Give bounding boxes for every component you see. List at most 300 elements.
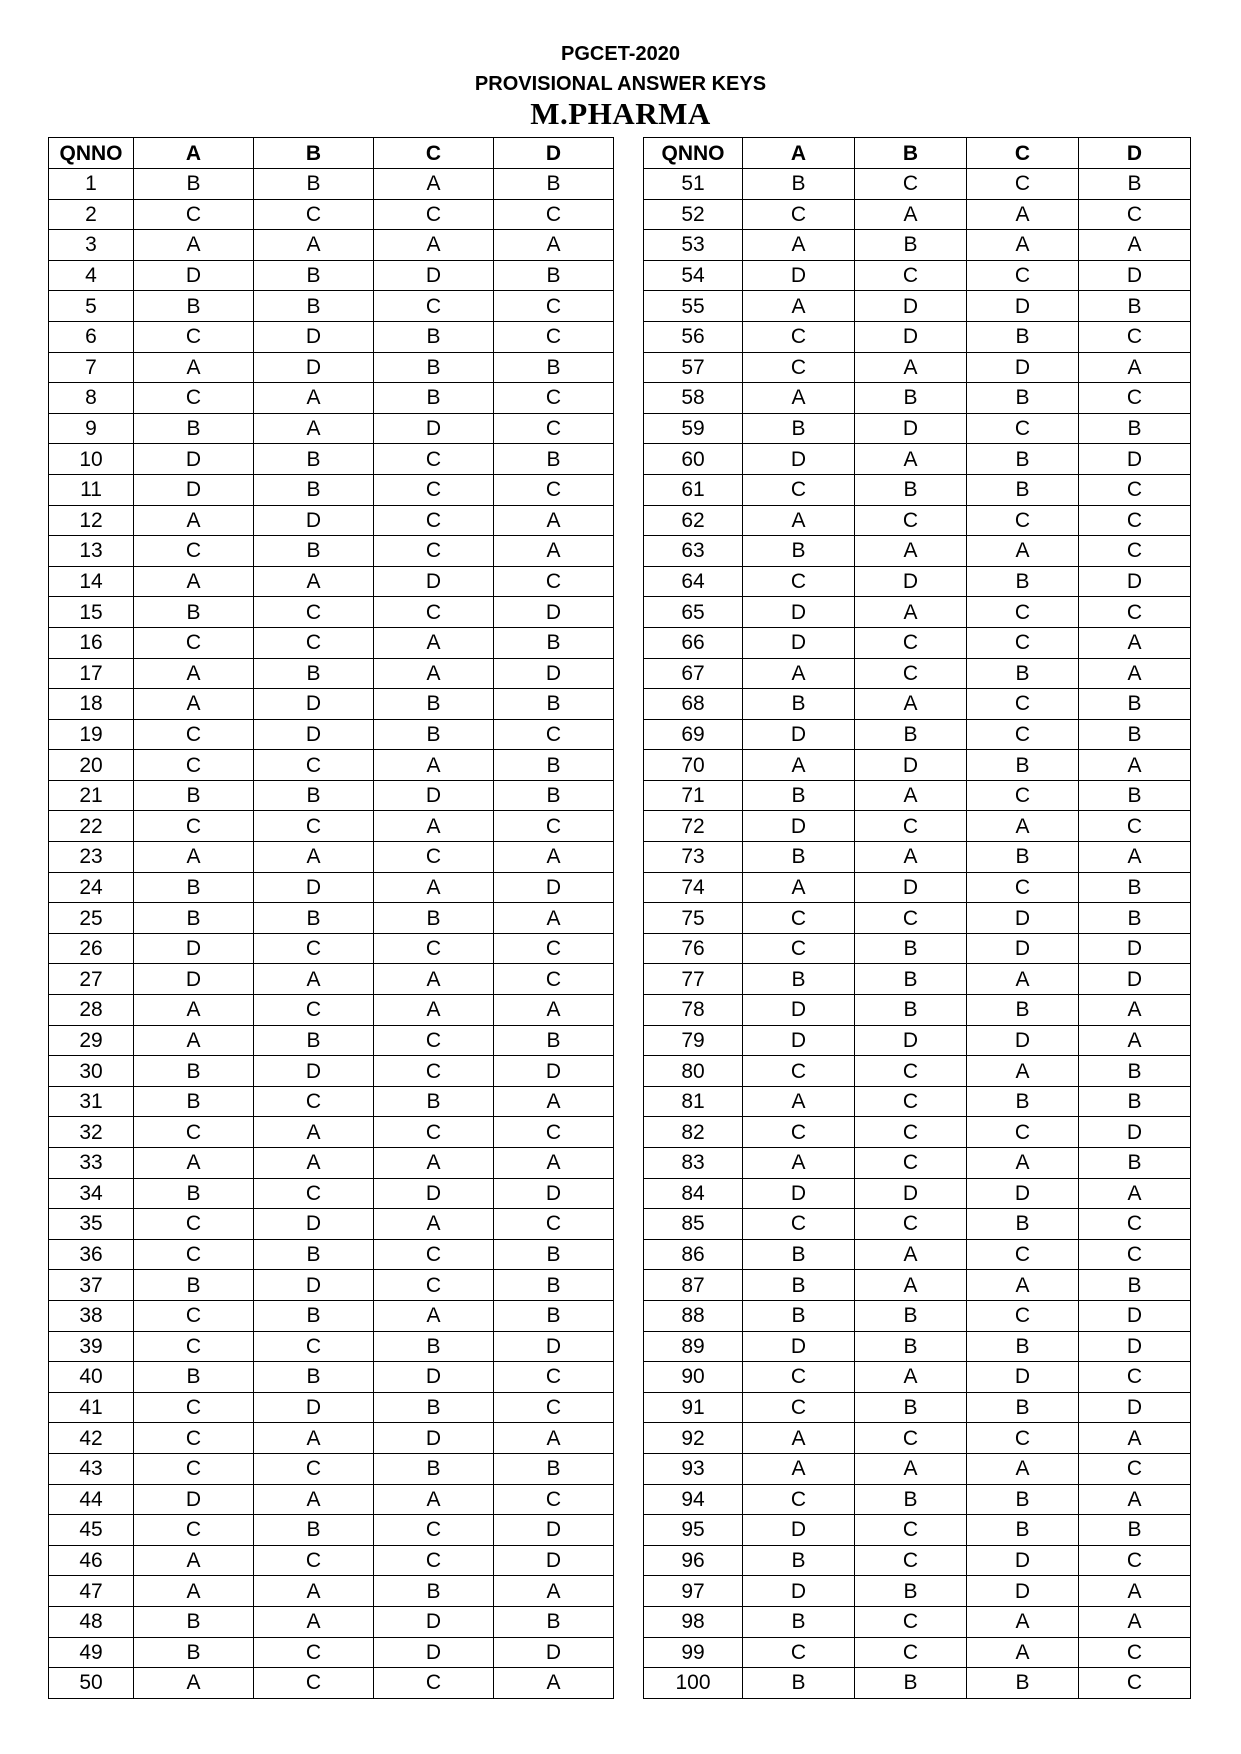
answer-cell-b: C <box>855 1637 967 1668</box>
qnno-cell: 81 <box>644 1086 743 1117</box>
answer-cell-d: C <box>494 1392 614 1423</box>
answer-cell-c: D <box>967 352 1079 383</box>
answer-cell-d: A <box>1079 627 1191 658</box>
table-row <box>644 658 1191 689</box>
answer-cell-b: B <box>855 1668 967 1699</box>
qnno-cell: 82 <box>644 1117 743 1148</box>
qnno-cell: 53 <box>644 230 743 261</box>
table-row <box>49 536 614 567</box>
exam-title: PGCET-2020 <box>561 43 680 65</box>
answer-cell-d: A <box>1079 230 1191 261</box>
table-row <box>49 811 614 842</box>
answer-cell-c: A <box>374 658 494 689</box>
answer-cell-b: C <box>855 1545 967 1576</box>
answer-cell-b: A <box>855 597 967 628</box>
answer-cell-a: B <box>743 169 855 200</box>
answer-cell-c: C <box>967 169 1079 200</box>
qnno-cell: 69 <box>644 719 743 750</box>
answer-cell-a: D <box>743 1331 855 1362</box>
qnno-cell: 5 <box>49 291 134 322</box>
answer-cell-d: D <box>494 1331 614 1362</box>
table-row <box>644 1576 1191 1607</box>
answer-cell-d: A <box>1079 1178 1191 1209</box>
answer-cell-c: D <box>374 1423 494 1454</box>
answer-cell-d: A <box>1079 1484 1191 1515</box>
qnno-cell: 35 <box>49 1209 134 1240</box>
table-row <box>644 1606 1191 1637</box>
answer-cell-a: A <box>743 291 855 322</box>
answer-cell-b: C <box>855 1117 967 1148</box>
answer-cell-d: D <box>494 1545 614 1576</box>
answer-cell-a: C <box>134 719 254 750</box>
answer-cell-c: C <box>967 719 1079 750</box>
table-row <box>49 1484 614 1515</box>
answer-cell-c: D <box>374 1362 494 1393</box>
answer-cell-b: B <box>254 1300 374 1331</box>
table-row <box>644 933 1191 964</box>
answer-cell-c: A <box>967 1270 1079 1301</box>
answer-cell-b: B <box>254 260 374 291</box>
answer-cell-b: D <box>855 750 967 781</box>
qnno-cell: 94 <box>644 1484 743 1515</box>
answer-cell-d: B <box>494 627 614 658</box>
answer-cell-c: C <box>374 1515 494 1546</box>
table-row <box>49 1056 614 1087</box>
answer-cell-a: A <box>134 1545 254 1576</box>
answer-cell-c: A <box>967 536 1079 567</box>
answer-cell-a: B <box>134 597 254 628</box>
answer-cell-c: D <box>374 1606 494 1637</box>
qnno-cell: 56 <box>644 321 743 352</box>
qnno-cell: 49 <box>49 1637 134 1668</box>
answer-cell-a: A <box>134 842 254 873</box>
qnno-cell: 92 <box>644 1423 743 1454</box>
qnno-cell: 6 <box>49 321 134 352</box>
answer-cell-b: B <box>855 719 967 750</box>
answer-cell-c: C <box>967 1117 1079 1148</box>
table-row <box>644 474 1191 505</box>
answer-cell-d: C <box>1079 811 1191 842</box>
answer-cell-b: D <box>855 872 967 903</box>
answer-cell-a: A <box>134 352 254 383</box>
table-row <box>644 260 1191 291</box>
answer-cell-b: C <box>254 1545 374 1576</box>
table-row <box>49 1392 614 1423</box>
table-row <box>49 383 614 414</box>
answer-cell-a: D <box>743 444 855 475</box>
answer-cell-d: D <box>1079 1331 1191 1362</box>
qnno-cell: 98 <box>644 1606 743 1637</box>
answer-cell-a: C <box>743 1637 855 1668</box>
answer-cell-b: C <box>855 658 967 689</box>
qnno-cell: 97 <box>644 1576 743 1607</box>
answer-cell-b: B <box>855 1484 967 1515</box>
table-row <box>644 1484 1191 1515</box>
answer-cell-b: D <box>254 872 374 903</box>
qnno-cell: 34 <box>49 1178 134 1209</box>
answer-cell-c: C <box>967 413 1079 444</box>
answer-cell-d: B <box>1079 1515 1191 1546</box>
answer-cell-c: B <box>374 1331 494 1362</box>
table-row <box>644 1025 1191 1056</box>
qnno-cell: 85 <box>644 1209 743 1240</box>
answer-cell-d: B <box>1079 169 1191 200</box>
answer-cell-c: C <box>374 1056 494 1087</box>
answer-cell-b: B <box>855 1576 967 1607</box>
answer-cell-d: A <box>494 903 614 934</box>
answer-cell-c: C <box>374 474 494 505</box>
answer-cell-d: B <box>1079 291 1191 322</box>
table-row <box>49 505 614 536</box>
answer-cell-c: C <box>967 1423 1079 1454</box>
answer-cell-a: D <box>743 995 855 1026</box>
table-row <box>644 1423 1191 1454</box>
answer-cell-c: B <box>967 1331 1079 1362</box>
qnno-cell: 52 <box>644 199 743 230</box>
qnno-cell: 30 <box>49 1056 134 1087</box>
answer-cell-b: B <box>855 1392 967 1423</box>
answer-cell-a: B <box>743 1300 855 1331</box>
qnno-cell: 21 <box>49 780 134 811</box>
answer-cell-b: B <box>254 1025 374 1056</box>
table-row <box>49 750 614 781</box>
table-row <box>644 230 1191 261</box>
table-row <box>49 872 614 903</box>
answer-cell-b: A <box>855 352 967 383</box>
table-row <box>644 780 1191 811</box>
table-row <box>644 811 1191 842</box>
answer-cell-c: C <box>967 505 1079 536</box>
answer-cell-c: C <box>374 505 494 536</box>
answer-cell-d: B <box>494 444 614 475</box>
answer-cell-c: B <box>374 1453 494 1484</box>
answer-cell-a: C <box>743 474 855 505</box>
answer-cell-d: B <box>1079 413 1191 444</box>
qnno-cell: 27 <box>49 964 134 995</box>
answer-cell-a: C <box>743 321 855 352</box>
answer-cell-c: B <box>967 750 1079 781</box>
answer-cell-b: B <box>254 536 374 567</box>
answer-key-table-right <box>643 137 1191 1699</box>
answer-cell-b: B <box>254 1515 374 1546</box>
answer-cell-c: B <box>374 321 494 352</box>
answer-cell-c: B <box>967 1668 1079 1699</box>
answer-cell-d: B <box>1079 1086 1191 1117</box>
answer-cell-c: C <box>374 536 494 567</box>
answer-cell-a: A <box>743 383 855 414</box>
qnno-cell: 20 <box>49 750 134 781</box>
answer-cell-b: B <box>254 474 374 505</box>
table-row <box>644 199 1191 230</box>
qnno-cell: 32 <box>49 1117 134 1148</box>
answer-cell-a: A <box>743 658 855 689</box>
answer-cell-a: A <box>743 1148 855 1179</box>
qnno-cell: 68 <box>644 689 743 720</box>
answer-cell-d: D <box>1079 933 1191 964</box>
answer-cell-d: A <box>1079 1606 1191 1637</box>
answer-cell-b: D <box>254 1270 374 1301</box>
answer-cell-d: C <box>1079 1239 1191 1270</box>
answer-cell-d: A <box>494 1148 614 1179</box>
answer-cell-c: D <box>374 780 494 811</box>
answer-cell-b: B <box>254 444 374 475</box>
table-row <box>644 1453 1191 1484</box>
answer-cell-b: A <box>254 842 374 873</box>
table-row <box>644 383 1191 414</box>
qnno-cell: 93 <box>644 1453 743 1484</box>
answer-cell-c: B <box>967 658 1079 689</box>
qnno-cell: 96 <box>644 1545 743 1576</box>
answer-cell-d: C <box>494 321 614 352</box>
answer-cell-d: A <box>494 1576 614 1607</box>
qnno-cell: 76 <box>644 933 743 964</box>
answer-cell-b: B <box>855 933 967 964</box>
answer-cell-b: B <box>254 780 374 811</box>
table-row <box>49 1668 614 1699</box>
table-row <box>644 750 1191 781</box>
answer-cell-b: A <box>254 1576 374 1607</box>
answer-cell-c: C <box>374 842 494 873</box>
qnno-cell: 24 <box>49 872 134 903</box>
answer-cell-a: C <box>743 352 855 383</box>
table-row <box>644 536 1191 567</box>
qnno-cell: 77 <box>644 964 743 995</box>
answer-cell-c: A <box>374 1148 494 1179</box>
answer-cell-b: C <box>855 1423 967 1454</box>
qnno-cell: 23 <box>49 842 134 873</box>
answer-cell-a: D <box>134 964 254 995</box>
answer-cell-d: C <box>1079 1637 1191 1668</box>
answer-cell-a: C <box>134 627 254 658</box>
answer-cell-a: A <box>134 995 254 1026</box>
answer-cell-b: A <box>254 566 374 597</box>
qnno-cell: 48 <box>49 1606 134 1637</box>
answer-cell-d: B <box>494 780 614 811</box>
answer-cell-b: C <box>254 1637 374 1668</box>
answer-cell-a: B <box>743 842 855 873</box>
answer-cell-d: A <box>1079 750 1191 781</box>
table-row <box>644 444 1191 475</box>
answer-cell-d: B <box>1079 780 1191 811</box>
qnno-cell: 75 <box>644 903 743 934</box>
table-row <box>49 1362 614 1393</box>
qnno-cell: 44 <box>49 1484 134 1515</box>
answer-cell-a: C <box>743 199 855 230</box>
answer-cell-b: C <box>254 1178 374 1209</box>
table-row <box>49 689 614 720</box>
answer-cell-c: C <box>967 627 1079 658</box>
answer-cell-a: C <box>134 811 254 842</box>
answer-cell-d: C <box>494 1117 614 1148</box>
answer-cell-b: A <box>254 383 374 414</box>
answer-cell-c: C <box>967 872 1079 903</box>
answer-cell-a: C <box>134 536 254 567</box>
table-row <box>49 444 614 475</box>
table-row <box>644 689 1191 720</box>
answer-cell-b: C <box>254 995 374 1026</box>
answer-cell-b: D <box>254 1209 374 1240</box>
answer-cell-c: C <box>374 1239 494 1270</box>
answer-cell-a: A <box>134 1025 254 1056</box>
answer-cell-c: D <box>374 260 494 291</box>
answer-cell-a: B <box>134 1270 254 1301</box>
answer-cell-c: D <box>967 1025 1079 1056</box>
qnno-cell: 36 <box>49 1239 134 1270</box>
answer-cell-b: B <box>254 291 374 322</box>
answer-cell-d: B <box>494 1300 614 1331</box>
answer-cell-b: C <box>254 1668 374 1699</box>
answer-cell-c: C <box>374 1668 494 1699</box>
answer-cell-b: B <box>855 474 967 505</box>
table-row <box>49 321 614 352</box>
answer-cell-a: C <box>134 1239 254 1270</box>
answer-cell-d: C <box>1079 199 1191 230</box>
answer-cell-b: C <box>254 811 374 842</box>
table-row <box>644 719 1191 750</box>
table-header-row <box>644 138 1191 169</box>
answer-cell-a: A <box>743 750 855 781</box>
qnno-cell: 2 <box>49 199 134 230</box>
answer-cell-d: B <box>1079 1270 1191 1301</box>
table-row <box>644 566 1191 597</box>
answer-cell-a: A <box>134 230 254 261</box>
answer-cell-a: D <box>743 1025 855 1056</box>
answer-cell-b: B <box>855 230 967 261</box>
table-row <box>49 1178 614 1209</box>
answer-cell-d: A <box>1079 1423 1191 1454</box>
answer-cell-b: A <box>254 964 374 995</box>
answer-cell-d: D <box>1079 1117 1191 1148</box>
answer-cell-a: B <box>134 903 254 934</box>
answer-cell-c: A <box>374 964 494 995</box>
qnno-cell: 26 <box>49 933 134 964</box>
table-row <box>644 1392 1191 1423</box>
answer-cell-c: A <box>967 1453 1079 1484</box>
answer-cell-c: A <box>374 627 494 658</box>
table-row <box>644 505 1191 536</box>
qnno-cell: 91 <box>644 1392 743 1423</box>
answer-cell-a: C <box>134 1209 254 1240</box>
answer-cell-a: D <box>134 444 254 475</box>
answer-cell-c: D <box>967 1362 1079 1393</box>
column-header-d: D <box>494 138 614 169</box>
answer-cell-b: C <box>855 1606 967 1637</box>
answer-cell-a: C <box>134 1515 254 1546</box>
table-row <box>644 872 1191 903</box>
answer-cell-c: B <box>967 1392 1079 1423</box>
qnno-cell: 87 <box>644 1270 743 1301</box>
table-row <box>644 1362 1191 1393</box>
answer-cell-c: A <box>374 169 494 200</box>
answer-cell-a: D <box>134 260 254 291</box>
answer-cell-b: C <box>254 597 374 628</box>
table-row <box>49 1423 614 1454</box>
qnno-cell: 11 <box>49 474 134 505</box>
table-row <box>644 903 1191 934</box>
answer-cell-b: C <box>254 1453 374 1484</box>
answer-cell-d: C <box>494 474 614 505</box>
qnno-cell: 66 <box>644 627 743 658</box>
qnno-cell: 89 <box>644 1331 743 1362</box>
answer-cell-c: B <box>374 1576 494 1607</box>
answer-cell-d: B <box>494 1453 614 1484</box>
table-row <box>644 627 1191 658</box>
qnno-cell: 46 <box>49 1545 134 1576</box>
qnno-cell: 9 <box>49 413 134 444</box>
answer-cell-d: A <box>494 842 614 873</box>
qnno-cell: 13 <box>49 536 134 567</box>
answer-cell-c: B <box>967 1086 1079 1117</box>
table-row <box>49 1515 614 1546</box>
table-row <box>644 1668 1191 1699</box>
answer-cell-c: A <box>374 995 494 1026</box>
table-row <box>49 1086 614 1117</box>
qnno-cell: 38 <box>49 1300 134 1331</box>
answer-cell-c: C <box>967 597 1079 628</box>
answer-cell-a: A <box>134 505 254 536</box>
answer-cell-b: C <box>855 811 967 842</box>
answer-cell-c: D <box>374 1178 494 1209</box>
answer-cell-b: A <box>855 536 967 567</box>
qnno-cell: 100 <box>644 1668 743 1699</box>
answer-cell-d: B <box>494 1270 614 1301</box>
table-row <box>49 1148 614 1179</box>
answer-cell-d: D <box>1079 1392 1191 1423</box>
answer-cell-d: D <box>1079 444 1191 475</box>
answer-cell-b: A <box>254 1117 374 1148</box>
answer-cell-b: C <box>855 1148 967 1179</box>
qnno-cell: 57 <box>644 352 743 383</box>
table-row <box>49 230 614 261</box>
answer-cell-b: A <box>254 413 374 444</box>
answer-cell-b: A <box>855 1270 967 1301</box>
answer-cell-b: C <box>855 1209 967 1240</box>
answer-cell-c: D <box>967 1178 1079 1209</box>
qnno-cell: 70 <box>644 750 743 781</box>
answer-cell-b: C <box>855 505 967 536</box>
answer-cell-c: A <box>967 1637 1079 1668</box>
answer-cell-b: C <box>855 1056 967 1087</box>
answer-cell-c: B <box>967 1515 1079 1546</box>
table-row <box>644 597 1191 628</box>
table-row <box>49 1453 614 1484</box>
qnno-cell: 99 <box>644 1637 743 1668</box>
column-header-c: C <box>374 138 494 169</box>
answer-cell-c: B <box>374 1392 494 1423</box>
answer-cell-d: A <box>1079 658 1191 689</box>
answer-cell-b: C <box>855 1515 967 1546</box>
answer-cell-b: A <box>855 1362 967 1393</box>
table-row <box>644 1331 1191 1362</box>
answer-cell-a: B <box>134 780 254 811</box>
column-header-b: B <box>254 138 374 169</box>
table-row <box>49 1117 614 1148</box>
answer-cell-b: D <box>254 1392 374 1423</box>
table-row <box>644 1300 1191 1331</box>
column-header-qnno: QNNO <box>644 138 743 169</box>
column-header-c: C <box>967 138 1079 169</box>
answer-cell-b: B <box>855 964 967 995</box>
answer-cell-c: C <box>967 689 1079 720</box>
table-row <box>644 1239 1191 1270</box>
qnno-cell: 1 <box>49 169 134 200</box>
answer-cell-a: B <box>134 1086 254 1117</box>
answer-cell-c: C <box>374 933 494 964</box>
answer-cell-d: A <box>494 1668 614 1699</box>
answer-cell-d: B <box>1079 1148 1191 1179</box>
table-row <box>49 1637 614 1668</box>
answer-cell-a: D <box>743 627 855 658</box>
